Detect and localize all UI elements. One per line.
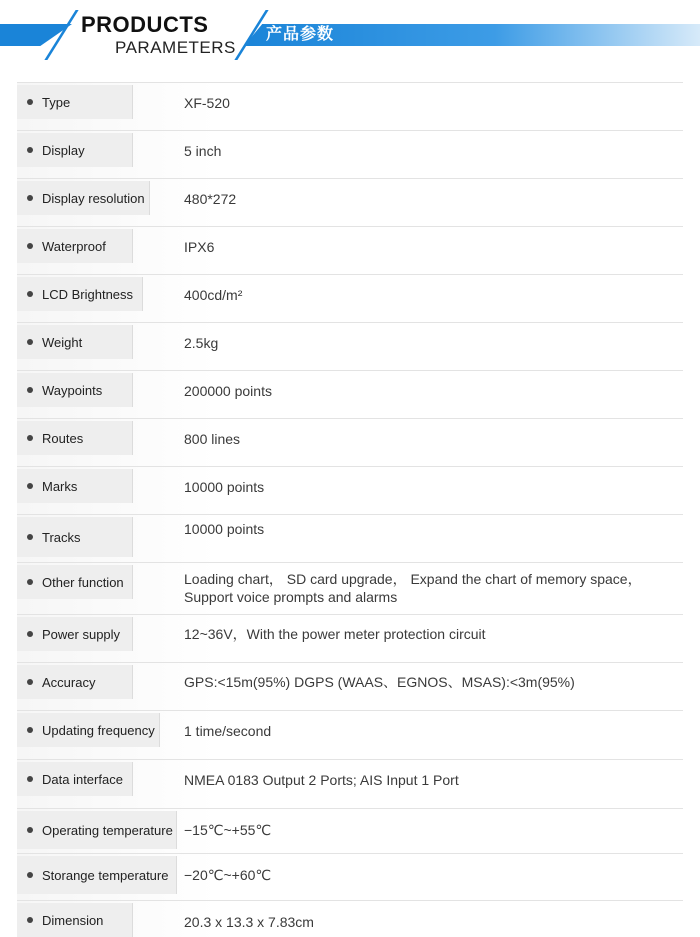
spec-value: Loading chart， SD card upgrade， Expand the chart of memory space， Support voice prompts and alarms [184,571,642,605]
spec-label: Routes [42,430,84,446]
spec-value: 2.5kg [184,335,219,351]
spec-value: 800 lines [184,431,241,447]
bullet-icon [27,243,33,249]
spec-label: Data interface [42,771,123,787]
spec-value: 200000 points [184,383,272,399]
bullet-icon [27,99,33,105]
row-label-cell [17,469,133,503]
spec-label: Weight [42,334,83,350]
parameters-table [17,82,683,937]
spec-value: 5 inch [184,143,222,159]
spec-label: Power supply [42,626,121,642]
row-label-cell [17,229,133,263]
row-label-cell [17,181,150,215]
spec-label: Waterproof [42,238,106,254]
bullet-icon [27,917,33,923]
table-row [17,467,683,515]
header-title-main: PRODUCTS [81,12,209,37]
spec-label: Operating temperature [42,822,173,838]
header-title-sub: PARAMETERS [115,38,236,57]
table-row [17,809,683,854]
bullet-icon [27,339,33,345]
bullet-icon [27,387,33,393]
spec-label: Type [42,94,71,110]
spec-value: 12~36V，With the power meter protection circuit [184,626,486,642]
row-label-cell [17,85,133,119]
table-row [17,275,683,323]
table-row [17,615,683,663]
spec-label: Dimension [42,912,104,928]
row-label-cell [17,856,177,894]
spec-value: 480*272 [184,191,237,207]
bullet-icon [27,435,33,441]
bullet-icon [27,679,33,685]
table-row [17,179,683,227]
row-label-cell [17,517,133,557]
table-row [17,854,683,901]
bullet-icon [27,534,33,540]
table-row [17,711,683,760]
row-label-cell [17,665,133,699]
table-row [17,760,683,809]
row-label-cell [17,617,133,651]
bullet-icon [27,483,33,489]
table-row [17,515,683,563]
table-row [17,227,683,275]
spec-value: XF-520 [184,95,230,111]
bullet-icon [27,827,33,833]
bullet-icon [27,776,33,782]
table-row [17,131,683,179]
table-row [17,419,683,467]
spec-label: Storange temperature [42,867,169,883]
page-header [0,0,700,70]
row-label-cell [17,421,133,455]
table-row [17,563,683,615]
table-row [17,663,683,711]
row-label-cell [17,373,133,407]
spec-value: 1 time/second [184,723,272,739]
spec-value: −20℃~+60℃ [184,867,272,883]
spec-label: Tracks [42,529,81,545]
spec-value: GPS:<15m(95%) DGPS (WAAS、EGNOS、MSAS):<3m(95%) [184,674,575,690]
bullet-icon [27,727,33,733]
row-label-cell [17,811,177,849]
spec-value: 400cd/m² [184,287,243,303]
row-label-cell [17,762,133,796]
spec-value: 10000 points [184,521,265,537]
spec-label: Display [42,142,85,158]
spec-value: IPX6 [184,239,215,255]
spec-value: 10000 points [184,479,265,495]
table-row [17,371,683,419]
bullet-icon [27,195,33,201]
table-row [17,83,683,131]
bullet-icon [27,579,33,585]
row-label-cell [17,903,133,937]
row-label-cell [17,713,160,747]
spec-label: Marks [42,478,78,494]
bullet-icon [27,147,33,153]
row-label-cell [17,565,133,599]
bullet-icon [27,631,33,637]
table-row [17,901,683,937]
bullet-icon [27,291,33,297]
spec-label: Display resolution [42,190,145,206]
spec-value: 20.3 x 13.3 x 7.83cm [184,914,314,930]
spec-label: Updating frequency [42,722,155,738]
spec-value: NMEA 0183 Output 2 Ports; AIS Input 1 Port [184,772,459,788]
row-label-cell [17,277,143,311]
row-label-cell [17,325,133,359]
spec-label: Accuracy [42,674,96,690]
spec-label: Waypoints [42,382,103,398]
bullet-icon [27,872,33,878]
spec-label: Other function [42,574,124,590]
spec-value: −15℃~+55℃ [184,822,272,838]
header-title-cn: 产品参数 [266,26,335,43]
spec-label: LCD Brightness [42,286,134,302]
row-label-cell [17,133,133,167]
table-row [17,323,683,371]
